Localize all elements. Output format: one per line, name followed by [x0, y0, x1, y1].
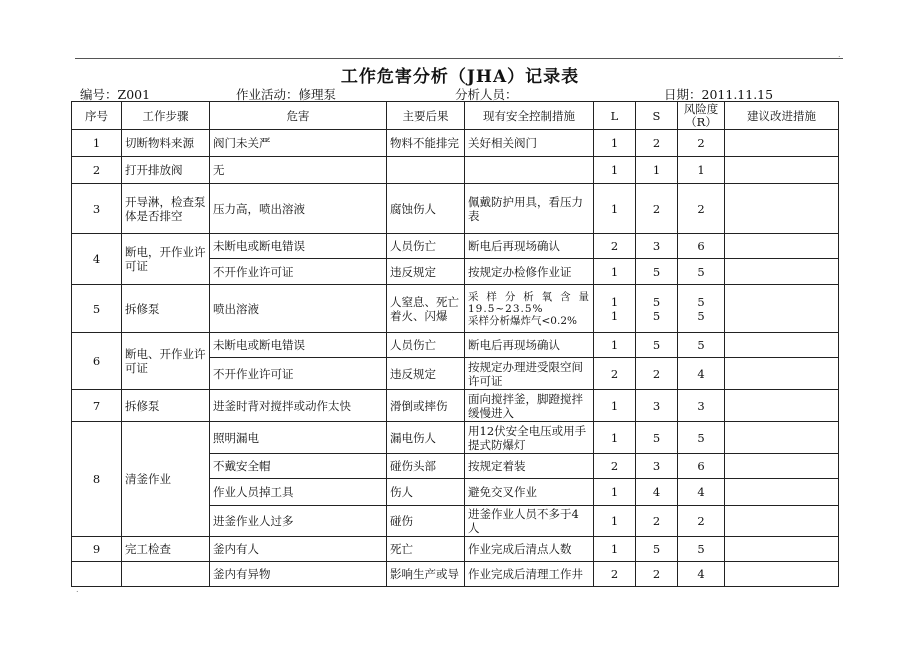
- table-row: [72, 234, 839, 259]
- cell-controls: 按规定着装: [465, 454, 594, 479]
- cell-r: 6: [678, 234, 725, 259]
- cell-controls: 按规定办检修作业证: [465, 259, 594, 285]
- cell-controls: [465, 285, 594, 333]
- cell-seq: 9: [72, 537, 122, 562]
- top-rule: [75, 58, 843, 59]
- cell-r: 4: [678, 358, 725, 390]
- jha-table: [71, 101, 839, 587]
- cell-hazard: 釜内有人: [210, 537, 387, 562]
- cell-l: 1: [594, 259, 636, 285]
- header-risk-line1: 风险度: [683, 101, 719, 116]
- table-row: [72, 130, 839, 157]
- cell-hazard: 进釜作业人过多: [210, 506, 387, 537]
- cell-step: 完工检查: [122, 537, 210, 562]
- cell-s: 2: [636, 562, 678, 587]
- cell-r: 2: [678, 506, 725, 537]
- cell-s: 1: [636, 157, 678, 184]
- cell-suggestion: [725, 259, 839, 285]
- cell-r-2: 5: [697, 308, 705, 323]
- cell-r: 1: [678, 157, 725, 184]
- cell-r: 2: [678, 130, 725, 157]
- cell-suggestion: [725, 537, 839, 562]
- cell-controls: 佩戴防护用具，看压力表: [465, 184, 594, 234]
- cell-r: 5: [678, 422, 725, 454]
- cell-hazard: 不开作业许可证: [210, 358, 387, 390]
- cell-step: 开导淋，检查泵体是否排空: [122, 184, 210, 234]
- date-value: 2011.11.15: [701, 87, 774, 102]
- header-consequence: 主要后果: [387, 102, 465, 130]
- cell-l: 1: [594, 333, 636, 358]
- cell-consequence: 死亡: [387, 537, 465, 562]
- cell-controls: 关好相关阀门: [465, 130, 594, 157]
- header-seq: 序号: [72, 102, 122, 130]
- header-risk-line2: （R）: [685, 114, 717, 129]
- cell-hazard: 未断电或断电错误: [210, 333, 387, 358]
- cell-s-2: 5: [652, 308, 661, 323]
- cell-consequence: 物料不能排完: [387, 130, 465, 157]
- cell-s: 5: [636, 333, 678, 358]
- cell-s: 2: [636, 130, 678, 157]
- cell-s: 5: [636, 259, 678, 285]
- table-row: [72, 333, 839, 358]
- cell-hazard: 进釜时背对搅拌或动作太快: [210, 390, 387, 422]
- cell-seq: 3: [72, 184, 122, 234]
- cell-suggestion: [725, 422, 839, 454]
- cell-controls-line1: 采样分析氧含量19.5~23.5%: [468, 290, 590, 315]
- cell-suggestion: [725, 506, 839, 537]
- cell-controls: 作业完成后清点人数: [465, 537, 594, 562]
- cell-suggestion: [725, 157, 839, 184]
- cell-step: 拆修泵: [122, 390, 210, 422]
- cell-controls: 面向搅拌釜，脚蹬搅拌缓慢进入: [465, 390, 594, 422]
- cell-r: [678, 285, 725, 333]
- cell-controls: 用12伏安全电压或用手提式防爆灯: [465, 422, 594, 454]
- cell-step: 切断物料来源: [122, 130, 210, 157]
- cell-l: 1: [594, 479, 636, 506]
- cell-l: [594, 285, 636, 333]
- cell-step: 断电、开作业许可证: [122, 333, 210, 390]
- cell-s: 2: [636, 184, 678, 234]
- cell-step: 清釜作业: [122, 422, 210, 537]
- cell-controls: 避免交叉作业: [465, 479, 594, 506]
- activity-value: 修理泵: [298, 87, 337, 102]
- number-label: 编号：: [80, 87, 118, 102]
- activity-label: 作业活动：: [236, 87, 299, 102]
- cell-hazard: 不开作业许可证: [210, 259, 387, 285]
- cell-step: 断电，开作业许可证: [122, 234, 210, 285]
- cell-hazard: 阀门未关严: [210, 130, 387, 157]
- cell-r: 2: [678, 184, 725, 234]
- cell-s-1: 5: [652, 294, 661, 309]
- header-suggestion: 建议改进措施: [725, 102, 839, 130]
- cell-r: 4: [678, 479, 725, 506]
- cell-controls: 作业完成后清理工作井: [465, 562, 594, 587]
- cell-hazard: 压力高，喷出溶液: [210, 184, 387, 234]
- cell-suggestion: [725, 285, 839, 333]
- cell-hazard: 未断电或断电错误: [210, 234, 387, 259]
- header-l: L: [594, 102, 636, 130]
- cell-seq: 4: [72, 234, 122, 285]
- cell-suggestion: [725, 234, 839, 259]
- cell-s: 3: [636, 390, 678, 422]
- cell-step: 拆修泵: [122, 285, 210, 333]
- cell-seq: 8: [72, 422, 122, 537]
- cell-controls: 按规定办理进受限空间许可证: [465, 358, 594, 390]
- cell-l: 1: [594, 537, 636, 562]
- table-row: [72, 390, 839, 422]
- cell-suggestion: [725, 479, 839, 506]
- cell-suggestion: [725, 130, 839, 157]
- cell-consequence: 漏电伤人: [387, 422, 465, 454]
- cell-s: 5: [636, 537, 678, 562]
- header-hazard: 危害: [210, 102, 387, 130]
- cell-suggestion: [725, 333, 839, 358]
- cell-s: 3: [636, 234, 678, 259]
- cell-l: 1: [594, 506, 636, 537]
- date-label: 日期：: [664, 87, 702, 102]
- header-step: 工作步骤: [122, 102, 210, 130]
- cell-l: 2: [594, 562, 636, 587]
- cell-l: 2: [594, 234, 636, 259]
- cell-consequence: 碰伤: [387, 506, 465, 537]
- cell-hazard: 釜内有异物: [210, 562, 387, 587]
- cell-consequence: 滑倒或摔伤: [387, 390, 465, 422]
- cell-hazard: 不戴安全帽: [210, 454, 387, 479]
- cell-l: 1: [594, 184, 636, 234]
- number-value: Z001: [117, 87, 151, 102]
- cell-s: 5: [636, 422, 678, 454]
- cell-consequence: [387, 157, 465, 184]
- cell-consequence: 人员伤亡: [387, 333, 465, 358]
- cell-s: [636, 285, 678, 333]
- cell-r: 4: [678, 562, 725, 587]
- cell-s: 2: [636, 358, 678, 390]
- cell-consequence: 违反规定: [387, 259, 465, 285]
- table-row: [72, 422, 839, 454]
- cell-r: 3: [678, 390, 725, 422]
- cell-seq: 5: [72, 285, 122, 333]
- cell-suggestion: [725, 562, 839, 587]
- cell-consequence: 碰伤头部: [387, 454, 465, 479]
- table-row: [72, 184, 839, 234]
- cell-r: 6: [678, 454, 725, 479]
- cell-r-1: 5: [697, 294, 705, 309]
- cell-suggestion: [725, 358, 839, 390]
- cell-seq: 2: [72, 157, 122, 184]
- cell-hazard: 照明漏电: [210, 422, 387, 454]
- cell-r: 5: [678, 333, 725, 358]
- cell-l-2: 1: [610, 308, 619, 323]
- cell-hazard: 作业人员掉工具: [210, 479, 387, 506]
- cell-r: 5: [678, 259, 725, 285]
- page-title: 工作危害分析（JHA）记录表: [340, 67, 580, 87]
- cell-consequence: 人员伤亡: [387, 234, 465, 259]
- cell-seq: 1: [72, 130, 122, 157]
- cell-controls: 断电后再现场确认: [465, 234, 594, 259]
- cell-seq: 6: [72, 333, 122, 390]
- cell-seq: 7: [72, 390, 122, 422]
- cell-l: 1: [594, 390, 636, 422]
- analyst-label: 分析人员：: [455, 87, 518, 102]
- cell-l-1: 1: [610, 294, 619, 309]
- header-controls: 现有安全控制措施: [465, 102, 594, 130]
- cell-step: 打开排放阀: [122, 157, 210, 184]
- cell-l: 2: [594, 454, 636, 479]
- cell-l: 1: [594, 422, 636, 454]
- cell-consequence: 违反规定: [387, 358, 465, 390]
- cell-controls: [465, 157, 594, 184]
- cell-controls: 进釜作业人员不多于4人: [465, 506, 594, 537]
- table-row: [72, 562, 839, 587]
- cell-l: 2: [594, 358, 636, 390]
- cell-l: 1: [594, 130, 636, 157]
- header-risk: [678, 102, 725, 130]
- cell-suggestion: [725, 390, 839, 422]
- cell-s: 4: [636, 479, 678, 506]
- cell-l: 1: [594, 157, 636, 184]
- cell-suggestion: [725, 184, 839, 234]
- table-row: [72, 157, 839, 184]
- cell-hazard: 喷出溶液: [210, 285, 387, 333]
- header-s: S: [636, 102, 678, 130]
- table-row: [72, 285, 839, 333]
- cell-consequence: 伤人: [387, 479, 465, 506]
- table-row: [72, 537, 839, 562]
- cell-consequence: 腐蚀伤人: [387, 184, 465, 234]
- cell-seq: [72, 562, 122, 587]
- corner-mark-bottom: .: [76, 585, 79, 594]
- header-row: [72, 102, 839, 130]
- cell-s: 2: [636, 506, 678, 537]
- cell-consequence: 人窒息、死亡着火、闪爆: [387, 285, 465, 333]
- corner-mark-top: .: [838, 50, 841, 59]
- cell-consequence: 影响生产或导: [387, 562, 465, 587]
- cell-hazard: 无: [210, 157, 387, 184]
- cell-step: [122, 562, 210, 587]
- cell-r: 5: [678, 537, 725, 562]
- cell-suggestion: [725, 454, 839, 479]
- cell-s: 3: [636, 454, 678, 479]
- cell-controls-line2: 采样分析爆炸气<0.2%: [468, 314, 577, 327]
- cell-controls: 断电后再现场确认: [465, 333, 594, 358]
